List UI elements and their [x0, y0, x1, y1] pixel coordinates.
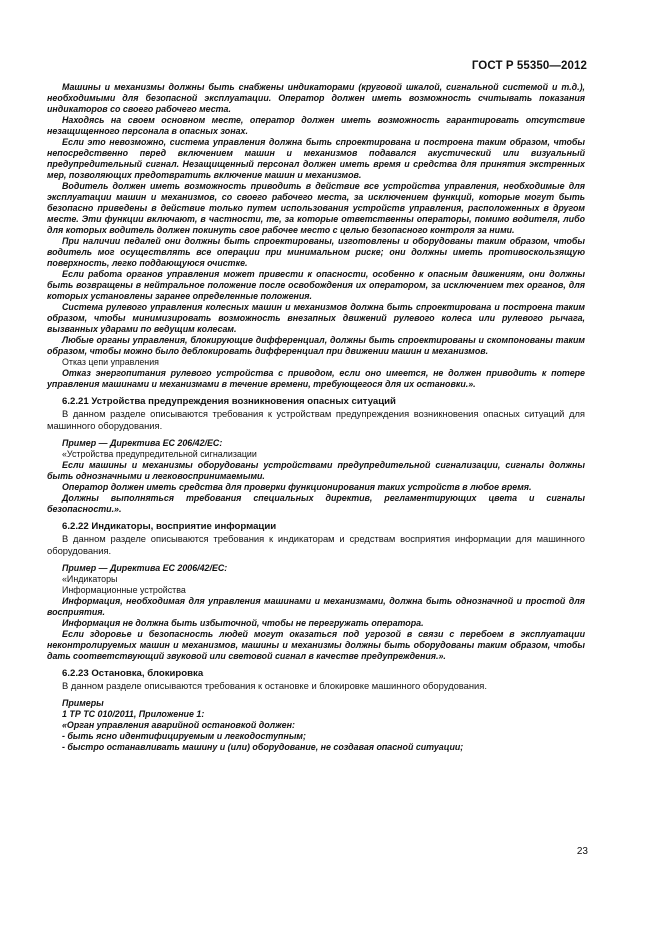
section-title: 6.2.23 Остановка, блокировка — [62, 668, 204, 679]
paragraph: «Орган управления аварийной остановкой должен: — [62, 720, 295, 730]
paragraph: Отказ энергопитания рулевого устройства с приводом, если оно имеется, не должен приводить к потере управления машинами и механизмами в течение времени, требующегося для их остановки.». — [47, 368, 585, 389]
section-6-2-22 — [47, 521, 585, 662]
paragraph: При наличии педалей они должны быть спроектированы, изготовлены и оборудованы таким образом, чтобы водитель мог осуществлять все операции при минимальном риске; они должны иметь противоскользящую поверхность, легко поддающуюся очистке. — [47, 236, 585, 268]
document-body — [47, 82, 585, 753]
section-body: В данном разделе описываются требования к устройствам предупреждения возникновения опасных ситуаций для машинного оборудования. — [47, 408, 585, 431]
document-header: ГОСТ Р 55350—2012 — [471, 60, 587, 72]
paragraph: Если это невозможно, система управления должна быть спроектирована и построена таким образом, чтобы непосредственно перед включением машин и механизмов подавался акустический или визуальный предупредительный сигнал. Незащищенный персонал должен иметь время и средства для принятия экстренных мер, позволяющих предотвратить включение машин и механизмов. — [47, 137, 585, 180]
example-heading: Примеры — [62, 698, 104, 708]
section-6-2-23 — [47, 668, 585, 753]
paragraph: Система рулевого управления колесных машин и механизмов должна быть спроектирована и построена таким образом, чтобы минимизировать возможность внезапных движений рулевого колеса или рулевого рычага, вызванных ударами по ведущим колесам. — [47, 302, 585, 334]
paragraph: Машины и механизмы должны быть снабжены индикаторами (круговой шкалой, сигнальной системой и т.д.), необходимыми для безопасной эксплуатации. Оператор должен иметь возможность считывать показания индикаторов со своего рабочего места. — [47, 82, 585, 114]
paragraph: Если работа органов управления может привести к опасности, особенно к опасным движениям, они должны быть возвращены в нейтральное положение после освобождения их оператором, за исключением тех органов, для которых установлены заранее определенные положения. — [47, 269, 585, 301]
paragraph: Оператор должен иметь средства для проверки функционирования таких устройств в любое время. — [62, 482, 532, 492]
paragraph: Должны выполняться требования специальных директив, регламентирующих цвета и сигналы безопасности.». — [47, 493, 585, 514]
paragraph: Информация не должна быть избыточной, чтобы не перегружать оператора. — [62, 618, 424, 628]
section-body: В данном разделе описываются требования к остановке и блокировке машинного оборудования. — [62, 680, 487, 691]
section-title: 6.2.22 Индикаторы, восприятие информации — [62, 521, 277, 532]
example-heading: Пример — Директива ЕС 2006/42/ЕС: — [62, 563, 228, 573]
paragraph: Если здоровье и безопасность людей могут оказаться под угрозой в связи с перебоем в эксплуатации неконтролируемых машин и механизмов, машины и механизмы должны быть оборудованы таким образом, чтобы дать соответствующий звуковой или световой сигнал в качестве предупреждения.». — [47, 629, 585, 661]
paragraph: «Устройства предупредительной сигнализации — [62, 449, 257, 459]
paragraph: - быть ясно идентифицируемым и легкодоступным; — [62, 731, 306, 741]
paragraph: Любые органы управления, блокирующие дифференциал, должны быть спроектированы и скомпонованы таким образом, чтобы можно было деблокировать дифференциал при движении машин и механизмов. — [47, 335, 585, 356]
paragraph: Находясь на своем основном месте, оператор должен иметь возможность гарантировать отсутствие незащищенного персонала в опасных зонах. — [47, 115, 585, 136]
section-lines — [47, 574, 585, 662]
page-number: 23 — [576, 846, 588, 857]
section-body: В данном разделе описываются требования к индикаторам и средствам восприятия информации для машинного оборудования. — [47, 533, 585, 556]
paragraph: Отказ цепи управления — [62, 357, 159, 367]
paragraph: 1 ТР ТС 010/2011, Приложение 1: — [62, 709, 205, 719]
paragraph: - быстро останавливать машину и (или) оборудование, не создавая опасной ситуации; — [62, 742, 464, 752]
paragraph: «Индикаторы — [62, 574, 118, 584]
paragraph: Информационные устройства — [62, 585, 186, 595]
top-paragraphs — [47, 82, 585, 390]
paragraph: Если машины и механизмы оборудованы устройствами предупредительной сигнализации, сигналы должны быть однозначными и легковоспринимаемыми. — [47, 460, 585, 481]
section-lines — [47, 449, 585, 515]
section-lines — [47, 709, 585, 753]
example-heading: Пример — Директива ЕС 206/42/ЕС: — [62, 438, 223, 448]
paragraph: Информация, необходимая для управления машинами и механизмами, должна быть однозначной и простой для восприятия. — [47, 596, 585, 617]
section-title: 6.2.21 Устройства предупреждения возникновения опасных ситуаций — [62, 396, 396, 407]
paragraph: Водитель должен иметь возможность приводить в действие все устройства управления, необходимые для эксплуатации машин и механизмов, со своего рабочего места, за исключением функций, которые могут быть безопасно приведены в действие только путем использования устройств управления, расположенных в другом месте. Эти функции включают, в частности, те, за которые ответственны операторы, помимо водителя, либо для которых водитель должен покинуть свое рабочее место с целью безопасного контроля за ними. — [47, 181, 585, 235]
section-6-2-21 — [47, 396, 585, 515]
